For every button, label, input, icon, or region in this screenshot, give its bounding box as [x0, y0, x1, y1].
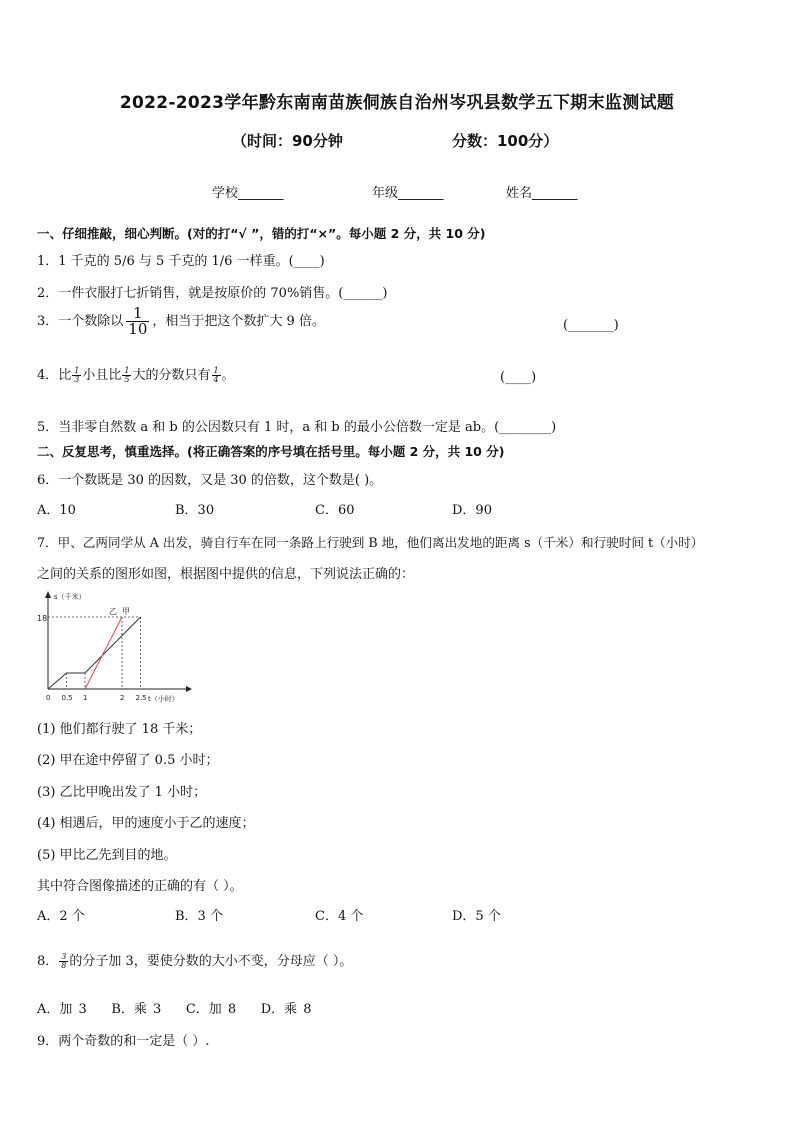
- question-3: [37, 306, 325, 337]
- q6-option-b: B．30: [175, 503, 215, 518]
- fraction-denominator: 10: [128, 320, 148, 338]
- q8-option-d: D．乘 8: [260, 1002, 312, 1017]
- question-1: 1．1 千克的 5/6 与 5 千克的 1/6 一样重。(____): [37, 254, 325, 269]
- question-8-pre: 8．: [37, 954, 59, 969]
- q7-option-d: D．5 个: [452, 909, 501, 924]
- question-8: [37, 950, 352, 970]
- question-3-pre: 3．一个数除以: [37, 314, 124, 329]
- fraction-numerator: 1: [74, 366, 80, 375]
- series-line-jia: [48, 617, 141, 689]
- fraction-denominator: 8: [61, 961, 67, 970]
- x-tick-label: 0.5: [61, 694, 73, 702]
- fraction-3-8: [59, 953, 68, 970]
- series-line-yi: [85, 617, 122, 689]
- question-7-line2: 之间的关系的图形如图，根据图中提供的信息，下列说法正确的：: [37, 567, 415, 582]
- q7-option-b: B．3 个: [175, 909, 223, 924]
- x-tick-label: 1: [83, 694, 88, 702]
- q8-option-a: A．加 3: [37, 1002, 87, 1017]
- x-tick-label: 2: [120, 694, 125, 702]
- y-axis-label: s（千米）: [54, 593, 86, 601]
- name-field: 姓名_______: [506, 186, 578, 201]
- time-label: （时间：90分钟: [232, 132, 343, 150]
- score-label: 分数：100分）: [452, 132, 559, 150]
- fraction-numerator: 1: [213, 366, 219, 375]
- q7-prompt: 其中符合图像描述的正确的有（ ）。: [37, 879, 243, 894]
- distance-time-graph: [34, 588, 194, 706]
- section-2-heading: 二、反复思考，慎重选择。(将正确答案的序号填在括号里。每小题 2 分，共 10 分): [37, 444, 505, 459]
- q7-option-a: A．2 个: [37, 909, 85, 924]
- section-1-heading: 一、仔细推敲，细心判断。(对的打“√ ”，错的打“×”。每小题 2 分，共 10 分): [37, 226, 486, 241]
- series-lines: [48, 617, 141, 689]
- q7-statement-3: (3) 乙比甲晚出发了 1 小时；: [37, 785, 207, 800]
- q6-option-a: A．10: [37, 503, 76, 518]
- label-yi: 乙: [109, 607, 117, 616]
- x-axis-label: t（小时）: [148, 695, 179, 703]
- fraction-1-5: [122, 367, 131, 384]
- page-title: 2022-2023学年黔东南南苗族侗族自治州岑巩县数学五下期末监测试题: [119, 93, 675, 113]
- fraction-1-3: [72, 367, 81, 384]
- fraction-1-10: [126, 306, 149, 337]
- label-jia: 甲: [122, 607, 130, 616]
- x-tick-labels: [46, 694, 147, 702]
- q7-option-c: C．4 个: [315, 909, 364, 924]
- guide-lines: [48, 617, 141, 689]
- question-4-end: 。: [221, 368, 235, 383]
- fraction-denominator: 3: [74, 375, 80, 384]
- question-4-mid2: 大的分数只有: [132, 368, 211, 383]
- question-3-blank: (_______): [563, 318, 619, 333]
- fraction-denominator: 4: [213, 375, 219, 384]
- question-7-line1: 7．甲、乙两同学从 A 出发，骑自行车在同一条路上行驶到 B 地，他们离出发地的距离 s（千米）和行驶时间 t（小时）: [37, 535, 704, 550]
- fraction-1-4: [212, 367, 221, 384]
- fraction-denominator: 5: [124, 375, 130, 384]
- q8-options: [37, 998, 312, 1017]
- question-9: 9．两个奇数的和一定是（ ）.: [37, 1034, 210, 1049]
- q8-option-b: B．乘 3: [111, 1002, 162, 1017]
- question-8-text: 的分子加 3，要使分数的大小不变，分母应（ ）。: [69, 954, 353, 969]
- fraction-numerator: 1: [124, 366, 130, 375]
- x-tick-label: 2.5: [135, 694, 147, 702]
- q8-option-c: C．加 8: [185, 1002, 237, 1017]
- question-4-blank: (____): [500, 370, 537, 385]
- fraction-numerator: 1: [126, 306, 149, 322]
- question-2: 2．一件衣服打七折销售，就是按原价的 70%销售。(______): [37, 286, 388, 301]
- x-tick-label: 0: [46, 694, 51, 702]
- q6-option-d: D．90: [452, 503, 492, 518]
- question-6: 6．一个数既是 30 的因数，又是 30 的倍数，这个数是( )。: [37, 473, 383, 488]
- q7-statement-1: (1) 他们都行驶了 18 千米；: [37, 722, 202, 737]
- question-4: [37, 364, 235, 384]
- question-4-mid1: 小且比: [82, 368, 122, 383]
- q7-statement-5: (5) 甲比乙先到目的地。: [37, 848, 177, 863]
- question-5: 5．当非零自然数 a 和 b 的公因数只有 1 时，a 和 b 的最小公倍数一定是 ab。(________): [37, 420, 557, 435]
- q7-statement-2: (2) 甲在途中停留了 0.5 小时；: [37, 753, 219, 768]
- grade-field: 年级_______: [372, 186, 444, 201]
- q6-option-c: C．60: [315, 503, 355, 518]
- fraction-numerator: 3: [61, 952, 67, 961]
- x-axis-arrow: [186, 686, 192, 692]
- y-axis-arrow: [45, 591, 51, 598]
- q7-statement-4: (4) 相遇后，甲的速度小于乙的速度；: [37, 816, 255, 831]
- y-tick-18: 18: [37, 614, 48, 623]
- school-field: 学校_______: [212, 186, 284, 201]
- question-4-pre: 4．比: [37, 368, 72, 383]
- question-3-post: ，相当于把这个数扩大 9 倍。: [152, 314, 325, 329]
